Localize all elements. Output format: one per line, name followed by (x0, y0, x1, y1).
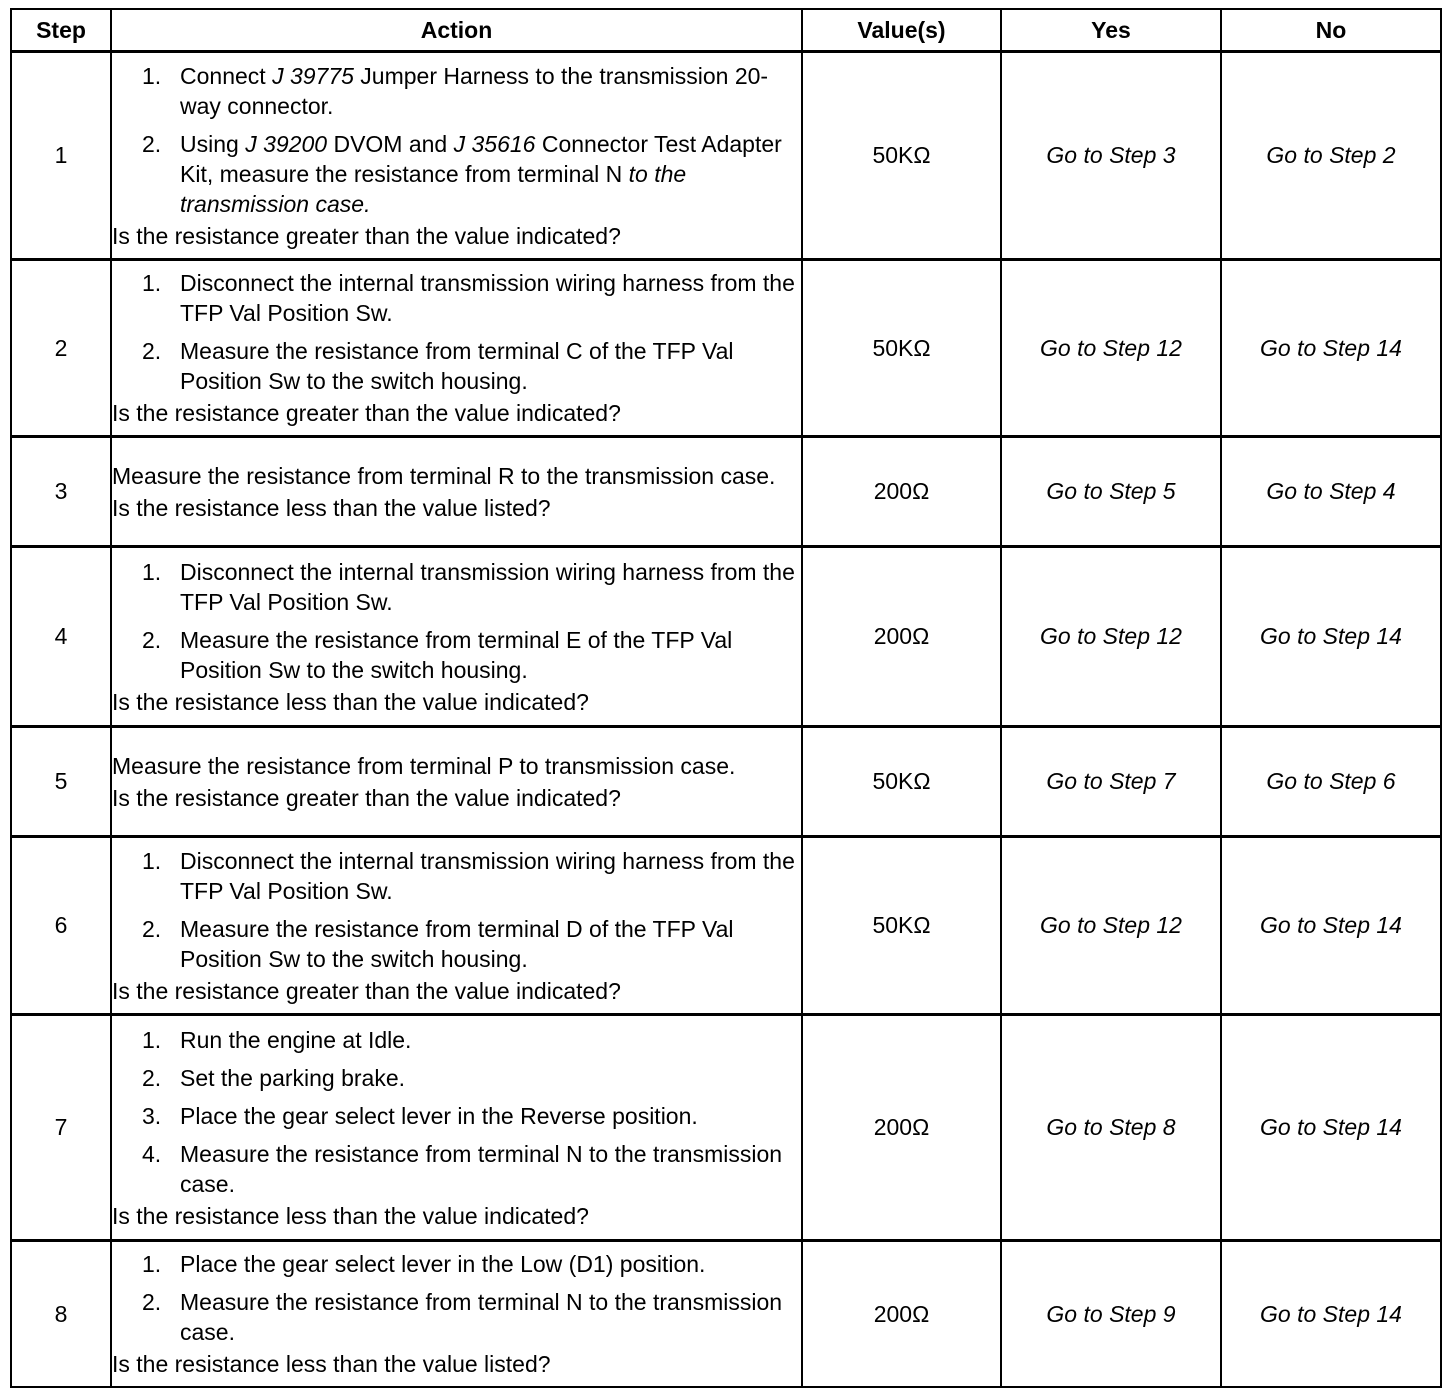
list-item (112, 1287, 801, 1347)
list-item (112, 846, 801, 906)
step-number: 2 (11, 260, 111, 437)
item-number: 2. (142, 626, 162, 653)
action-cell (111, 260, 802, 437)
action-text: Measure the resistance from terminal R to the transmission case. (112, 462, 776, 489)
table-row (11, 1241, 1441, 1387)
item-text: Measure the resistance from terminal N to the transmission case. (180, 1140, 783, 1197)
list-item (112, 914, 801, 974)
table-row (11, 727, 1441, 837)
yes-action: Go to Step 5 (1001, 437, 1221, 547)
item-text: to the transmission case. (180, 160, 687, 217)
item-text: Measure the resistance from terminal E of the TFP Val Position Sw to the switch housing. (180, 626, 733, 683)
item-text: Connect (180, 62, 273, 89)
step-number: 4 (11, 547, 111, 727)
list-item (112, 557, 801, 617)
yes-action: Go to Step 12 (1001, 837, 1221, 1015)
action-text: Measure the resistance from terminal P to transmission case. (112, 752, 736, 779)
step-number: 7 (11, 1015, 111, 1241)
list-item (112, 336, 801, 396)
value-cell: 50KΩ (802, 260, 1001, 437)
no-action: Go to Step 14 (1221, 1015, 1441, 1241)
item-number: 4. (142, 1140, 162, 1167)
question: Is the resistance greater than the value indicated? (112, 222, 621, 249)
diagnostic-table (10, 8, 1442, 1388)
no-action: Go to Step 2 (1221, 52, 1441, 260)
list-item (112, 625, 801, 685)
table-row (11, 547, 1441, 727)
yes-action: Go to Step 8 (1001, 1015, 1221, 1241)
item-text: Place the gear select lever in the Reverse position. (180, 1102, 698, 1129)
table-row (11, 52, 1441, 260)
item-number: 2. (142, 915, 162, 942)
item-text: Disconnect the internal transmission wiring harness from the TFP Val Position Sw. (180, 270, 795, 327)
action-steps (112, 846, 801, 974)
list-item (112, 1101, 801, 1131)
value-cell: 50KΩ (802, 727, 1001, 837)
value-cell: 200Ω (802, 437, 1001, 547)
item-number: 1. (142, 847, 162, 874)
action-cell (111, 1015, 802, 1241)
yes-action: Go to Step 12 (1001, 260, 1221, 437)
item-text: Run the engine at Idle. (180, 1026, 412, 1053)
action-cell (111, 1241, 802, 1387)
step-number: 3 (11, 437, 111, 547)
header-yes: Yes (1001, 9, 1221, 52)
header-step: Step (11, 9, 111, 52)
item-text: Disconnect the internal transmission wiring harness from the TFP Val Position Sw. (180, 558, 795, 615)
yes-action: Go to Step 3 (1001, 52, 1221, 260)
table-row (11, 260, 1441, 437)
item-number: 2. (142, 1064, 162, 1091)
item-text: Disconnect the internal transmission wiring harness from the TFP Val Position Sw. (180, 847, 795, 904)
item-number: 1. (142, 1026, 162, 1053)
action-steps (112, 1249, 801, 1347)
tool-number: J 39200 (245, 130, 328, 157)
no-action: Go to Step 14 (1221, 260, 1441, 437)
action-steps (112, 268, 801, 396)
question: Is the resistance less than the value listed? (112, 494, 551, 521)
item-text: Measure the resistance from terminal N to the transmission case. (180, 1289, 783, 1346)
list-item (112, 1249, 801, 1279)
item-number: 1. (142, 270, 162, 297)
no-action: Go to Step 4 (1221, 437, 1441, 547)
step-number: 5 (11, 727, 111, 837)
question: Is the resistance less than the value indicated? (112, 1202, 589, 1229)
table-row (11, 1015, 1441, 1241)
table-row (11, 837, 1441, 1015)
value-cell: 50KΩ (802, 837, 1001, 1015)
item-number: 2. (142, 130, 162, 157)
action-steps (112, 1025, 801, 1199)
no-action: Go to Step 14 (1221, 547, 1441, 727)
item-number: 2. (142, 1289, 162, 1316)
item-text: DVOM and (327, 130, 454, 157)
item-text: Connector Test Adapter Kit, measure the resistance from terminal N (180, 130, 782, 187)
item-text: Set the parking brake. (180, 1064, 406, 1091)
list-item (112, 61, 801, 121)
action-cell (111, 437, 802, 547)
yes-action: Go to Step 7 (1001, 727, 1221, 837)
action-cell (111, 727, 802, 837)
header-values: Value(s) (802, 9, 1001, 52)
action-steps (112, 61, 801, 219)
item-number: 2. (142, 338, 162, 365)
item-number: 1. (142, 558, 162, 585)
list-item (112, 1139, 801, 1199)
list-item (112, 129, 801, 219)
list-item (112, 1025, 801, 1055)
yes-action: Go to Step 9 (1001, 1241, 1221, 1387)
question: Is the resistance greater than the value indicated? (112, 400, 621, 427)
list-item (112, 268, 801, 328)
question: Is the resistance greater than the value indicated? (112, 977, 621, 1004)
value-cell: 200Ω (802, 1015, 1001, 1241)
no-action: Go to Step 14 (1221, 837, 1441, 1015)
action-cell (111, 52, 802, 260)
step-number: 1 (11, 52, 111, 260)
yes-action: Go to Step 12 (1001, 547, 1221, 727)
table-row (11, 437, 1441, 547)
list-item (112, 1063, 801, 1093)
item-number: 3. (142, 1102, 162, 1129)
question: Is the resistance less than the value indicated? (112, 688, 589, 715)
item-text: Place the gear select lever in the Low (D1) position. (180, 1251, 706, 1278)
action-steps (112, 557, 801, 685)
value-cell: 50KΩ (802, 52, 1001, 260)
no-action: Go to Step 14 (1221, 1241, 1441, 1387)
item-number: 1. (142, 1251, 162, 1278)
item-number: 1. (142, 62, 162, 89)
header-action: Action (111, 9, 802, 52)
header-no: No (1221, 9, 1441, 52)
step-number: 6 (11, 837, 111, 1015)
action-cell (111, 547, 802, 727)
item-text: Measure the resistance from terminal C of the TFP Val Position Sw to the switch housing. (180, 338, 734, 395)
item-text: Using (180, 130, 246, 157)
value-cell: 200Ω (802, 1241, 1001, 1387)
question: Is the resistance less than the value listed? (112, 1351, 551, 1378)
value-cell: 200Ω (802, 547, 1001, 727)
header-row (11, 9, 1441, 52)
no-action: Go to Step 6 (1221, 727, 1441, 837)
question: Is the resistance greater than the value indicated? (112, 784, 621, 811)
step-number: 8 (11, 1241, 111, 1387)
tool-number: J 35616 (453, 130, 536, 157)
tool-number: J 39775 (272, 62, 354, 89)
item-text: Measure the resistance from terminal D of the TFP Val Position Sw to the switch housing. (180, 915, 734, 972)
item-text: Jumper Harness to the transmission 20-way connector. (180, 62, 769, 119)
action-cell (111, 837, 802, 1015)
